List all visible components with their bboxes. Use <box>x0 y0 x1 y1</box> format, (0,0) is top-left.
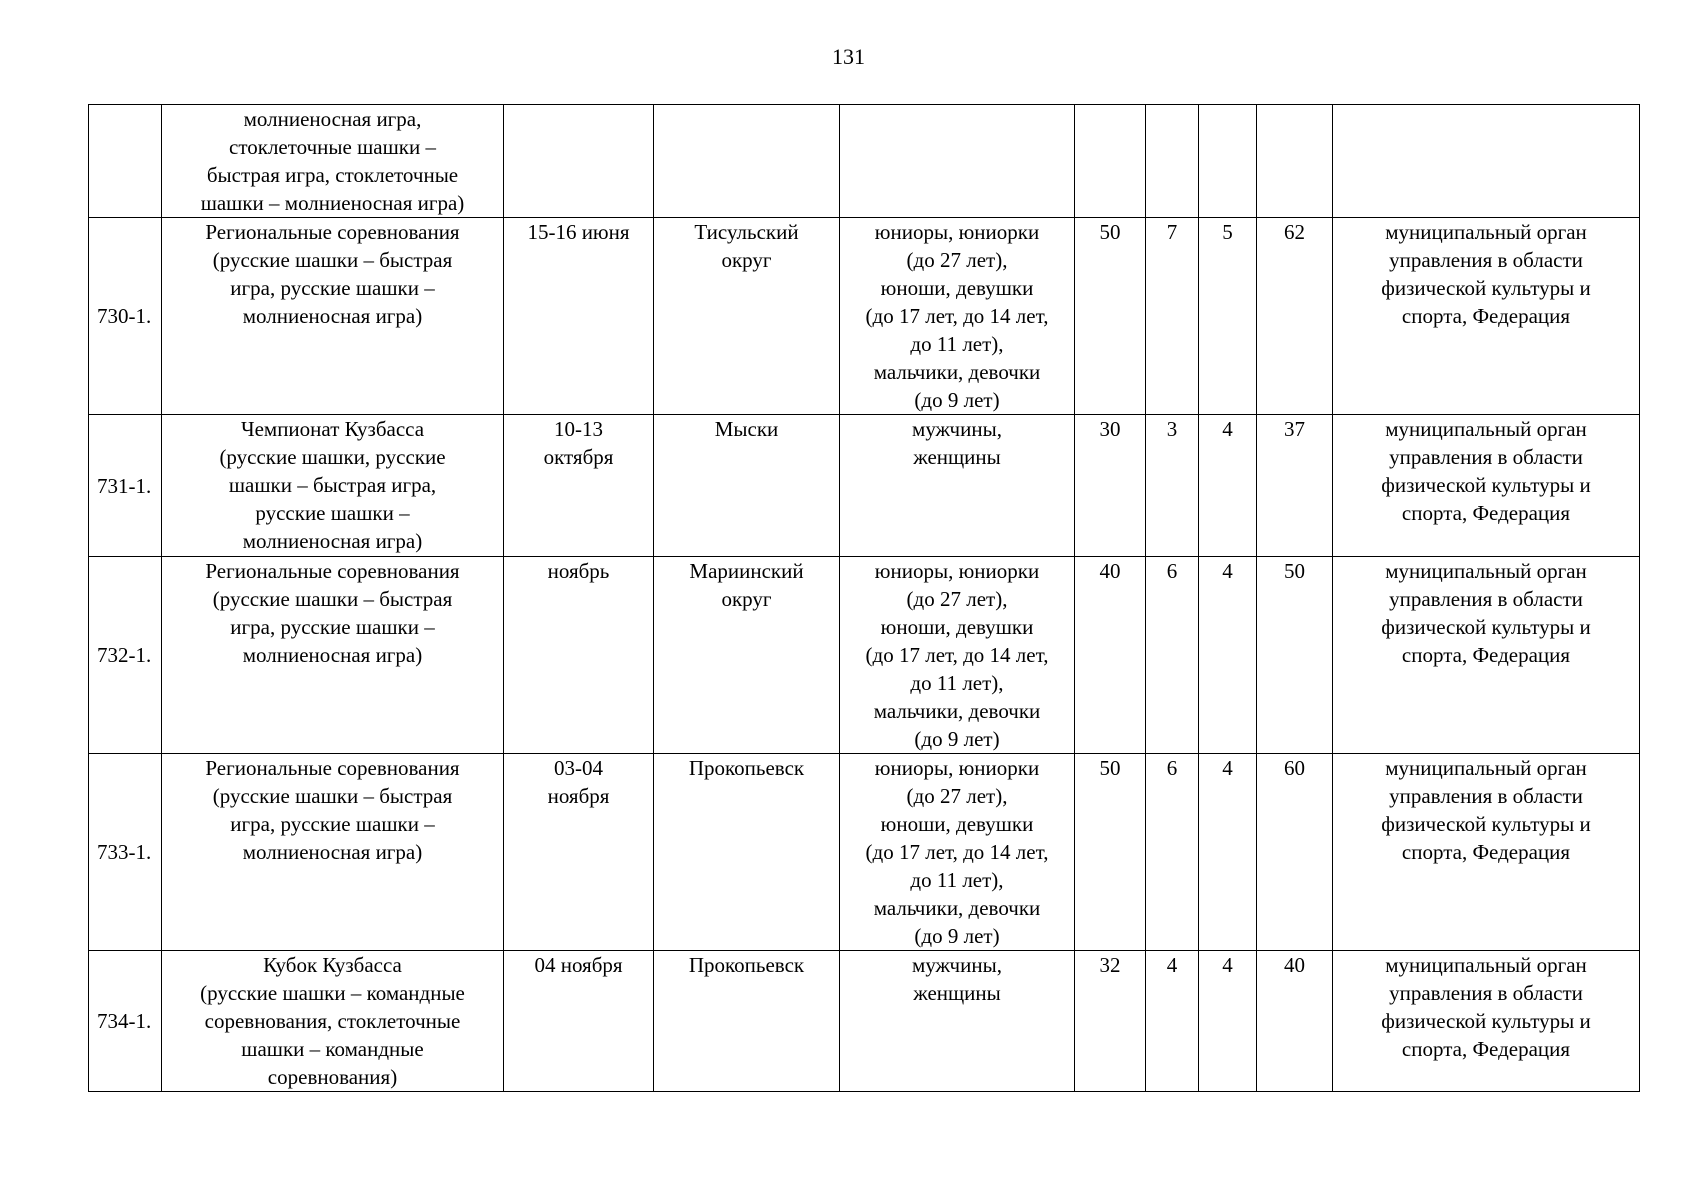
event-place <box>654 105 840 218</box>
continuation-row <box>89 105 1640 218</box>
event-name <box>162 415 504 557</box>
event-count-2: 6 <box>1146 557 1199 754</box>
event-count-4: 50 <box>1257 557 1333 754</box>
table-row <box>89 218 1640 415</box>
event-place-text: Мариинский округ <box>689 559 804 611</box>
event-dates-text: 04 ноября <box>534 953 623 977</box>
event-count-2: 7 <box>1146 218 1199 415</box>
event-dates <box>504 754 654 951</box>
event-participants-text: юниоры, юниорки (до 27 лет), юноши, девушки (до 17 лет, до 14 лет, до 11 лет), мальчики, девочки (до 9 лет) <box>865 559 1049 751</box>
event-count-2: 3 <box>1146 415 1199 557</box>
event-organizer <box>1333 951 1640 1092</box>
event-count-2 <box>1146 105 1199 218</box>
event-organizer <box>1333 557 1640 754</box>
event-organizer-text: муниципальный орган управления в области физической культуры и спорта, Федерация <box>1381 417 1591 525</box>
event-count-1: 50 <box>1075 754 1146 951</box>
event-organizer-text: муниципальный орган управления в области физической культуры и спорта, Федерация <box>1381 756 1591 864</box>
event-place-text: Прокопьевск <box>688 953 805 977</box>
event-count-1: 40 <box>1075 557 1146 754</box>
event-organizer <box>1333 105 1640 218</box>
event-place-text: Мыски <box>714 417 779 441</box>
event-organizer <box>1333 415 1640 557</box>
event-count-3: 4 <box>1199 557 1257 754</box>
table-row <box>89 557 1640 754</box>
event-count-1: 32 <box>1075 951 1146 1092</box>
event-number <box>89 105 162 218</box>
event-place <box>654 415 840 557</box>
event-participants <box>840 754 1075 951</box>
event-participants <box>840 415 1075 557</box>
event-dates <box>504 557 654 754</box>
event-count-1: 50 <box>1075 218 1146 415</box>
event-name <box>162 218 504 415</box>
table-row <box>89 415 1640 557</box>
event-dates <box>504 105 654 218</box>
event-count-3: 5 <box>1199 218 1257 415</box>
event-dates-text: 15-16 июня <box>527 220 630 244</box>
event-count-3: 4 <box>1199 951 1257 1092</box>
event-participants-text: мужчины, женщины <box>912 417 1002 469</box>
page-number: 131 <box>832 44 865 69</box>
event-name <box>162 754 504 951</box>
event-count-4 <box>1257 105 1333 218</box>
event-count-4: 62 <box>1257 218 1333 415</box>
event-dates-text: 03-04 ноября <box>547 756 610 808</box>
event-name-text: Кубок Кузбасса (русские шашки – командные соревнования, стоклеточные шашки – командные соревнования) <box>200 953 465 1089</box>
event-count-2: 6 <box>1146 754 1199 951</box>
event-name <box>162 951 504 1092</box>
event-dates-text: ноябрь <box>547 559 610 583</box>
event-name-text: Региональные соревнования (русские шашки – быстрая игра, русские шашки – молниеносная игра) <box>205 756 460 864</box>
event-organizer <box>1333 218 1640 415</box>
events-table <box>88 104 1640 1092</box>
event-participants <box>840 218 1075 415</box>
event-number: 734-1. <box>89 951 162 1092</box>
event-name <box>162 557 504 754</box>
event-place <box>654 951 840 1092</box>
event-name-text: молниеносная игра, стоклеточные шашки – быстрая игра, стоклеточные шашки – молниеносная игра) <box>200 107 465 215</box>
event-organizer-text: муниципальный орган управления в области физической культуры и спорта, Федерация <box>1381 559 1591 667</box>
event-participants-text: мужчины, женщины <box>912 953 1002 1005</box>
table-row <box>89 951 1640 1092</box>
event-name-text: Региональные соревнования (русские шашки – быстрая игра, русские шашки – молниеносная игра) <box>205 220 460 328</box>
event-place-text: Тисульский округ <box>694 220 799 272</box>
event-dates-text: 10-13 октября <box>543 417 614 469</box>
event-name-text: Чемпионат Кузбасса (русские шашки, русские шашки – быстрая игра, русские шашки – молниеносная игра) <box>219 417 446 553</box>
event-participants <box>840 105 1075 218</box>
event-count-2: 4 <box>1146 951 1199 1092</box>
event-number: 732-1. <box>89 557 162 754</box>
event-number: 731-1. <box>89 415 162 557</box>
event-organizer <box>1333 754 1640 951</box>
event-dates <box>504 415 654 557</box>
event-dates <box>504 951 654 1092</box>
event-dates <box>504 218 654 415</box>
event-count-4: 40 <box>1257 951 1333 1092</box>
event-number: 730-1. <box>89 218 162 415</box>
event-participants <box>840 557 1075 754</box>
event-organizer-text: муниципальный орган управления в области физической культуры и спорта, Федерация <box>1381 953 1591 1061</box>
table-row <box>89 754 1640 951</box>
event-participants <box>840 951 1075 1092</box>
event-place <box>654 557 840 754</box>
event-count-3: 4 <box>1199 415 1257 557</box>
event-participants-text: юниоры, юниорки (до 27 лет), юноши, девушки (до 17 лет, до 14 лет, до 11 лет), мальчики, девочки (до 9 лет) <box>865 220 1049 412</box>
event-count-4: 37 <box>1257 415 1333 557</box>
event-count-1: 30 <box>1075 415 1146 557</box>
event-count-4: 60 <box>1257 754 1333 951</box>
event-place <box>654 754 840 951</box>
event-count-3 <box>1199 105 1257 218</box>
event-name <box>162 105 504 218</box>
event-number: 733-1. <box>89 754 162 951</box>
event-name-text: Региональные соревнования (русские шашки – быстрая игра, русские шашки – молниеносная игра) <box>205 559 460 667</box>
event-count-3: 4 <box>1199 754 1257 951</box>
event-place-text: Прокопьевск <box>688 756 805 780</box>
event-participants-text: юниоры, юниорки (до 27 лет), юноши, девушки (до 17 лет, до 14 лет, до 11 лет), мальчики, девочки (до 9 лет) <box>865 756 1049 948</box>
event-place <box>654 218 840 415</box>
event-organizer-text: муниципальный орган управления в области физической культуры и спорта, Федерация <box>1381 220 1591 328</box>
event-count-1 <box>1075 105 1146 218</box>
